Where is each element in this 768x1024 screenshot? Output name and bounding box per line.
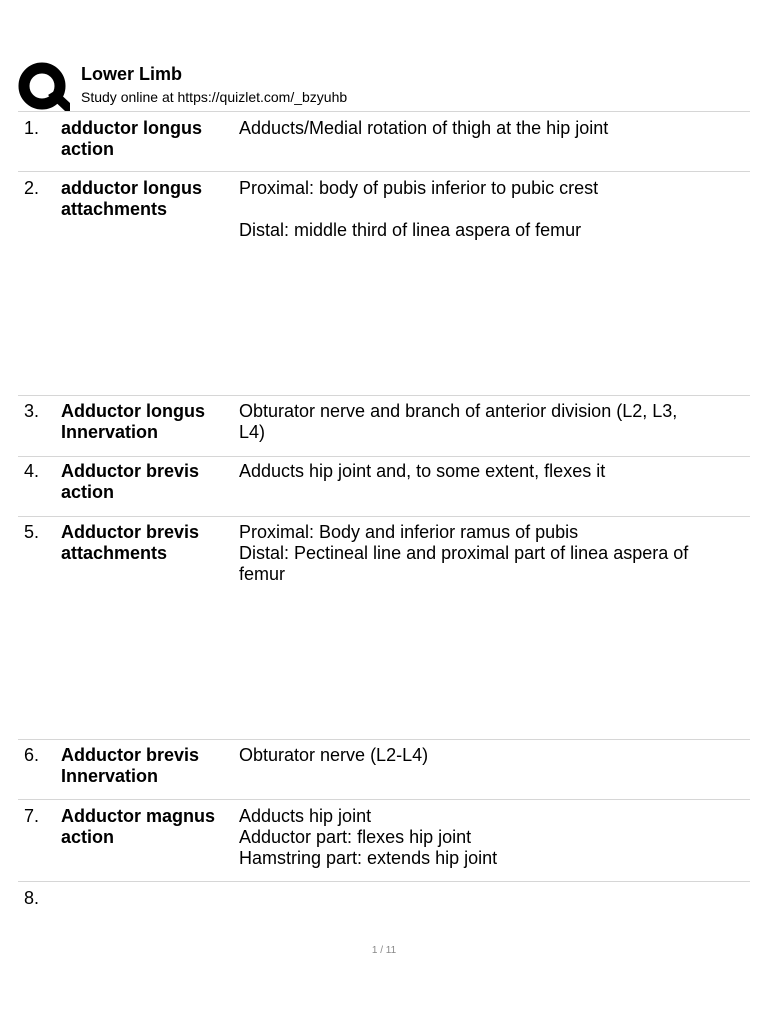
card-term: adductor longus action xyxy=(61,118,202,159)
card-number: 8. xyxy=(24,888,40,908)
card-number: 2. xyxy=(24,178,40,198)
quizlet-logo-icon xyxy=(18,62,70,112)
document-header xyxy=(18,60,750,112)
document-title: Lower Limb xyxy=(81,64,183,84)
study-link-text: Study online at https://quizlet.com/_bzyuhb xyxy=(81,89,348,105)
card-definition: Adducts hip joint and, to some extent, flexes it xyxy=(239,461,606,481)
card-number: 4. xyxy=(24,461,40,481)
card-definition: Proximal: Body and inferior ramus of pubis Distal: Pectineal line and proximal part of linea aspera of femur xyxy=(239,522,689,584)
card-definition: Adducts/Medial rotation of thigh at the hip joint xyxy=(239,118,609,138)
card-number: 3. xyxy=(24,401,40,421)
divider xyxy=(18,171,750,172)
divider xyxy=(18,456,750,457)
card-term: Adductor brevis Innervation xyxy=(61,745,200,786)
card-definition: Proximal: body of pubis inferior to pubic crest Distal: middle third of linea aspera of femur xyxy=(239,178,599,240)
card-term: Adductor brevis action xyxy=(61,461,200,502)
card-term: adductor longus attachments xyxy=(61,178,202,219)
card-term: Adductor brevis attachments xyxy=(61,522,200,563)
divider xyxy=(18,739,750,740)
divider xyxy=(18,111,750,112)
card-number: 5. xyxy=(24,522,40,542)
card-number: 1. xyxy=(24,118,40,138)
card-term: Adductor longus Innervation xyxy=(61,401,205,442)
divider xyxy=(18,516,750,517)
card-term: Adductor magnus action xyxy=(61,806,216,847)
divider xyxy=(18,881,750,882)
card-number: 6. xyxy=(24,745,40,765)
divider xyxy=(18,799,750,800)
page-number: 1 / 11 xyxy=(371,945,397,956)
card-definition: Adducts hip joint Adductor part: flexes hip joint Hamstring part: extends hip joint xyxy=(239,806,498,868)
card-number: 7. xyxy=(24,806,40,826)
divider xyxy=(18,395,750,396)
card-definition: Obturator nerve (L2-L4) xyxy=(239,745,429,765)
card-definition: Obturator nerve and branch of anterior division (L2, L3, L4) xyxy=(239,401,678,442)
